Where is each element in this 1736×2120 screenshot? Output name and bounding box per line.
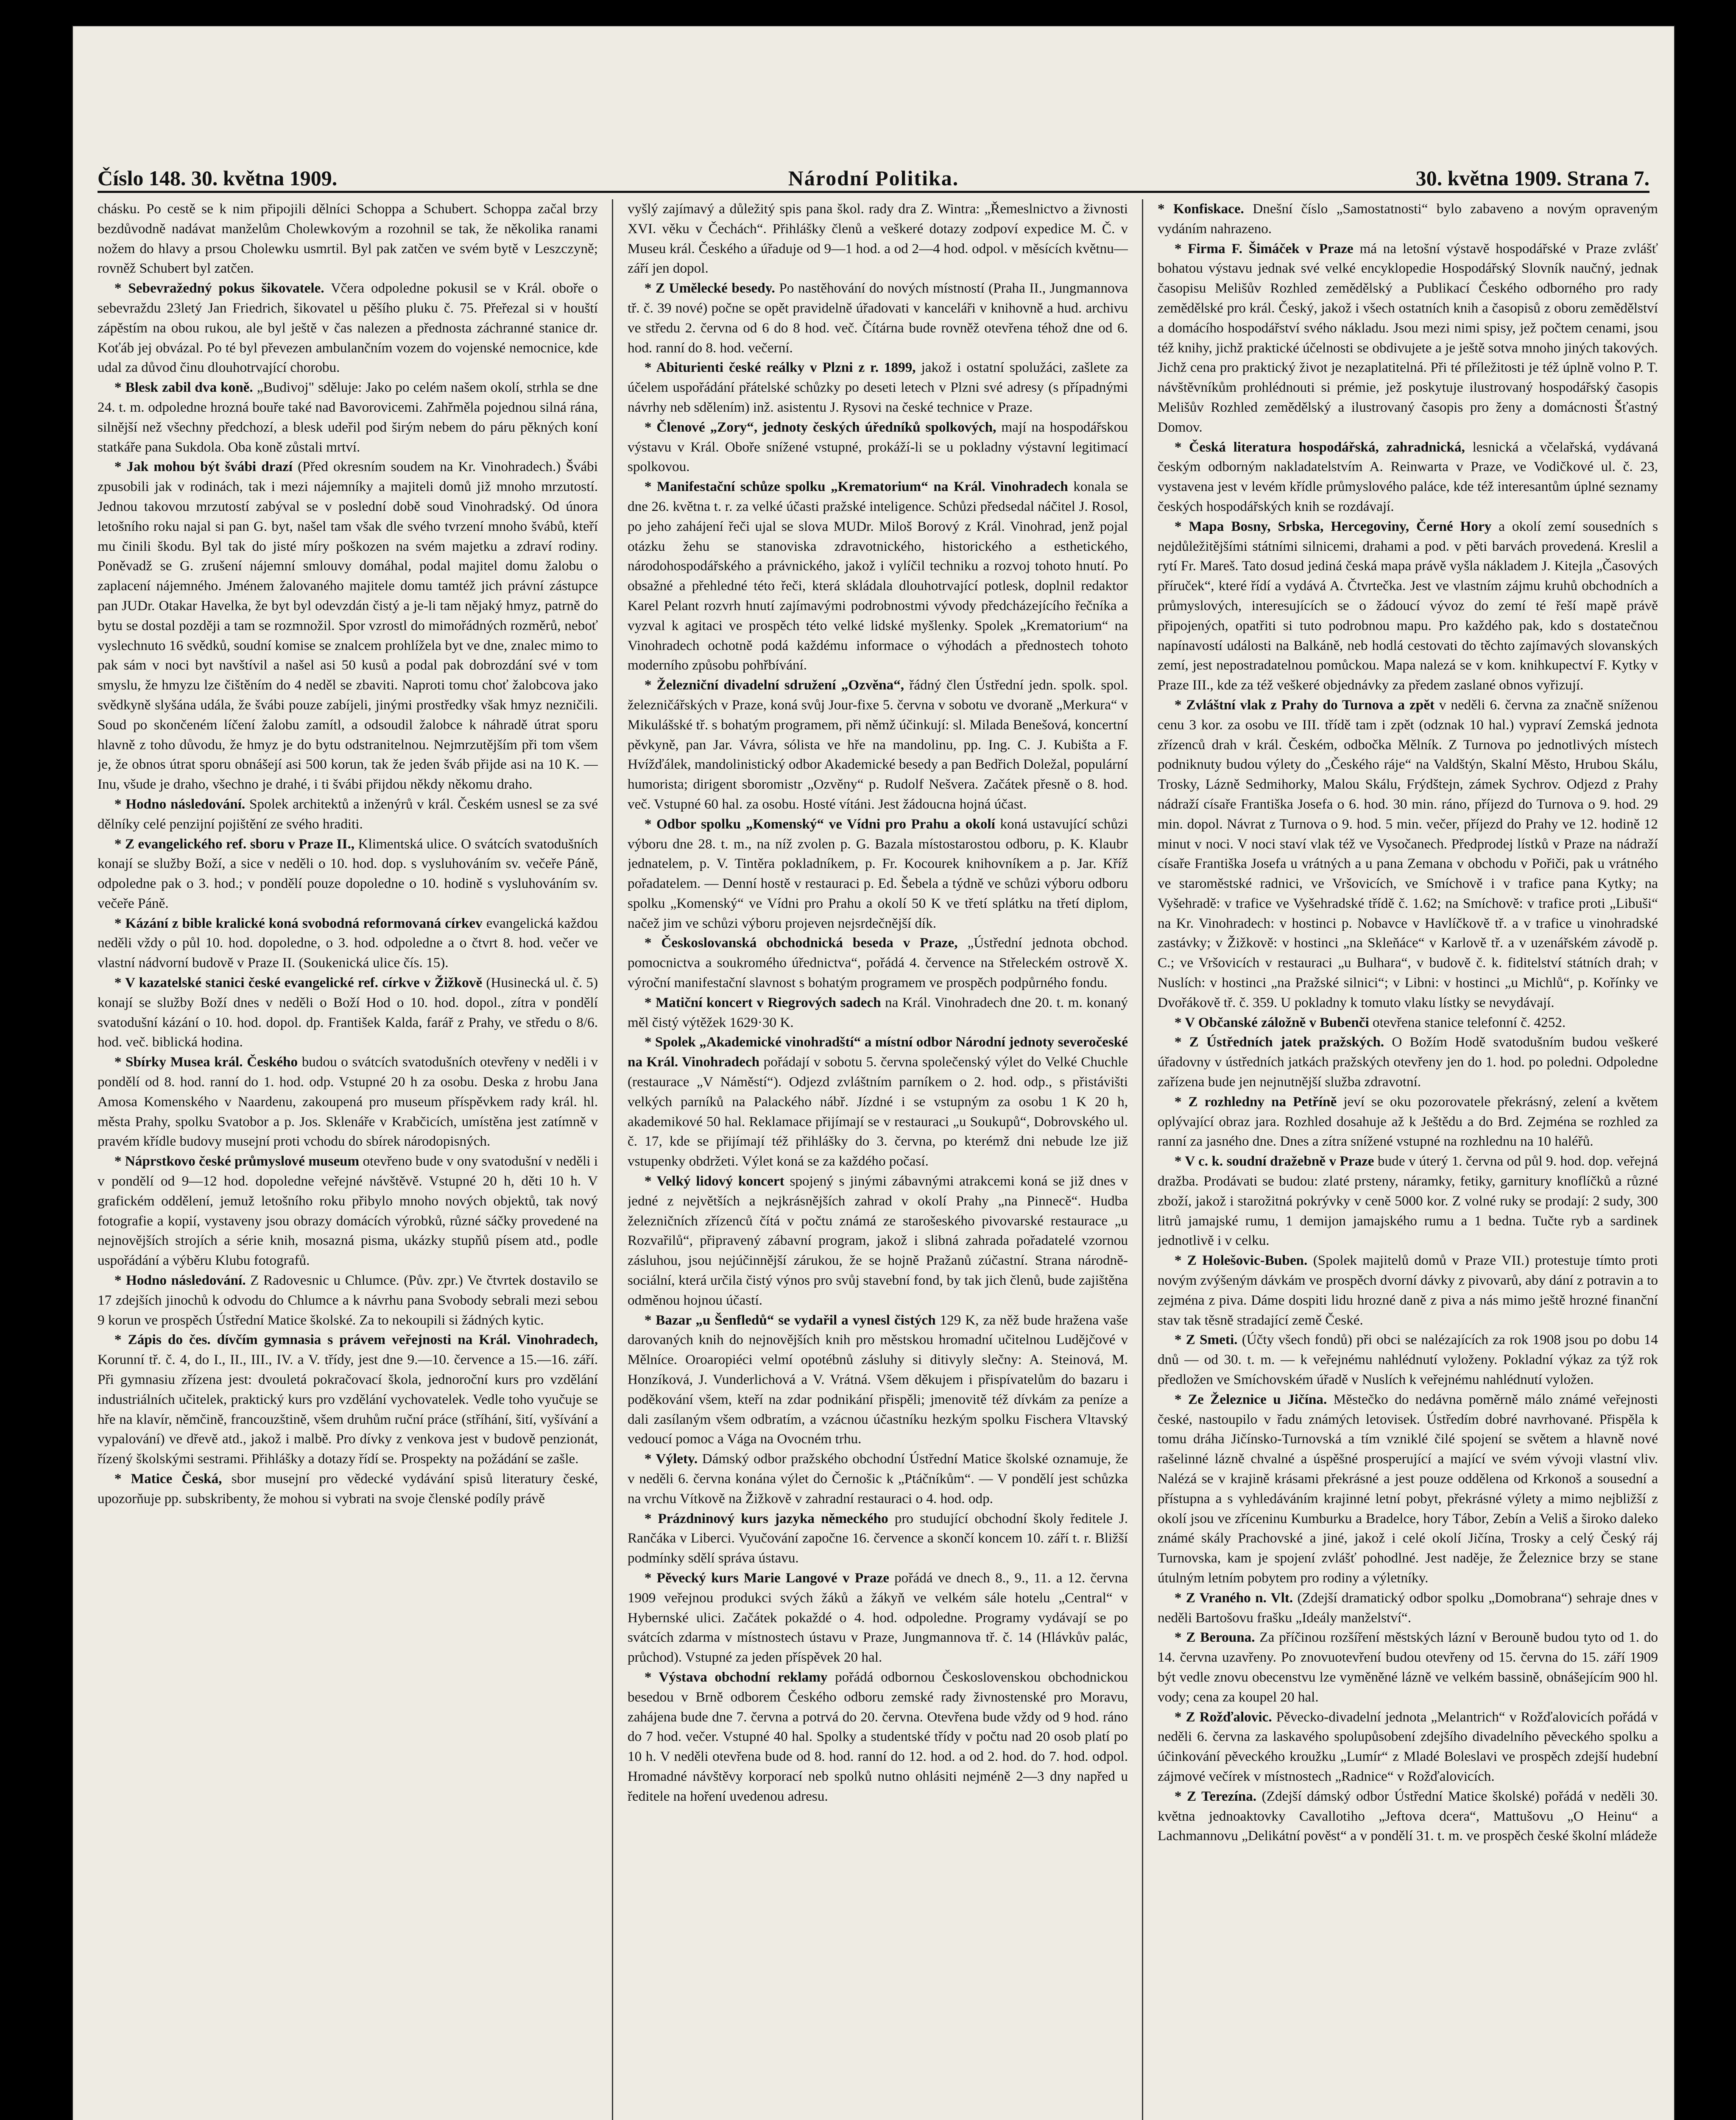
news-item-headline: * Kázání z bible kralické koná svobodná reformovaná církev [114,915,483,931]
news-item-body: O Božím Hodě svatodušním budou veškeré úřadovny v ústředních jatkách pražských otevřeny jen do 1. hod. po poledni. Odpoledne zařízena bude jen nejnutnější služba zdravotní. [1158,1034,1658,1090]
news-item [98,914,598,973]
news-item-body: řádný člen Ústřední jedn. spolk. spol. železničářských v Praze, koná svůj Jour-fixe 5. června v sobotu ve dvoraně „Merkura“ v Mikulášské tř. s bohatým programem, při němž účinkují: sl. Milada Benešová, koncertní pěvkyně, pan Jar. Vávra, sólista ve hře na mandolinu, pp. Ing. C. J. Kubišta a F. Hvížďálek, mandolinistický odbor Akademické besedy a pan Bedřich Doležal, populární humorista; dirigent sboromistr „Ozvěny“ p. Rudolf Nešvera. Začátek přesně o 8. hod. več. Vstupné 60 hal. za osobu. Hosté vítáni. Jest žádoucna hojná účast. [628,677,1128,812]
news-item-headline: * Sbírky Musea král. Českého [114,1054,298,1070]
news-item-headline: * Z rozhledny na Petříně [1174,1093,1337,1110]
news-item-body: jeví se oku pozorovatele překrásný, zelení a květem oplývající obraz jara. Rozhled dosahuje až k Ještědu a do Brd. Zejména se rozhled za ranní za jasného dne. Dnes a zítra snížené vstupné na rozhlednu na 10 haléřů. [1158,1093,1658,1149]
news-item-headline: * Velký lidový koncert [644,1173,784,1189]
news-item-headline: * Zápis do čes. dívčím gymnasia s právem veřejnosti na Král. Vinohradech, [114,1332,598,1348]
news-item [98,279,598,378]
news-item [98,795,598,834]
news-item-headline: * Firma F. Šimáček v Praze [1174,240,1354,257]
news-item-body: spojený s jinými zábavnými atrakcemi koná se již dnes v jedné z největších a nejkrásnějších zahrad v okolí Prahy „na Pinnecě“. Hudba železničních zřízenců čítá v počtu známá ze starošeského pivovarské restaurace „u Rozvařilů“, připravený zábavní program, jakož i slibná zahrada pořadatelé vzornou zásluhou, jsou nejúčinnější zárukou, že se hojně Pražanů zúčastní. Strana národně-sociální, která určila čistý výnos pro svůj stavební fond, by tak jich členů, bude zajištěna odměnou hojnou účastí. [628,1173,1128,1308]
news-item [628,418,1128,477]
news-item-body: otevřeno bude v ony svatodušní v neděli i v pondělí od 9—12 hod. dopoledne veřejné návštěvě. Vstupné 20 h, děti 10 h. V grafickém oddělení, jemuž letošního roku přibylo mnoho nových objektů, tak nový fotografie a kopií, vystaveny jsou obrazy domácích výrobků, různé sáčky provedené na nejnovějších strojích a série knih, mosazná pisma, ukázky stupňů písem atd., podle uspořádání a výběru Klubu fotografů. [98,1153,598,1269]
news-item-body: otevřena stanice telefonní č. 4252. [1372,1014,1566,1030]
news-item [628,675,1128,815]
news-item-body: v neděli 6. června za značně sníženou cenu 3 kor. za osobu ve III. třídě tam i zpět (odznak 10 hal.) vypraví Zemská jednota zřízenců drah v král. Českém, odbočka Mělník. Z Turnova po jednotlivých místech podniknuty budou výlety do „Českého ráje“ na Valdštýn, Skalní Město, Hrubou Skálu, Trosky, Lázně Sedmihorky, Malou Skálu, Frýdštejn, zámek Sychrov. Odjezd z Prahy nádraží císaře Františka Josefa o 6. hod. 30 min. ráno, příjezd do Turnova o 9. hod. 29 min. dopol. Návrat z Turnova o 9. hod. 5 min. večer, příjezd do Prahy ve 12. hodině 12 minut v noci. V noci staví vlak též ve Vysočanech. Předprodej lístků v Praze na nádraží císaře Františka Josefa u vrátných a u pana Zemana v obchodu v Pořiči, pak u vrátného ve staroměstské radnici, ve Vršovicích, ve Smíchově i v trafice pana Kytky; na Vyšehradě: v trafice ve Vyšehradské třídě č. 1.62; na Smíchově: v trafice proti „Libuši“ na Kr. Vinohradech: v hostinci p. Nobavce v Havlíčkově tř. a v trafice u vinohradské zastávky; v Žižkově: v hostinci „na Skleňáce“ v Karlově tř. a v uzenářském závodě p. C.; ve Vršovicích v restauraci „u Bulhara“, v budově č. k. fiditelství státních drah; v Nuslích: v hostinci „na Pražské silnici“; v Libni: v hostinci „u Michlů“, p. Kořínky ve Dvořákově tř. č. 359. U pokladny k tomuto vlaku lístky se nevydávají. [1158,697,1658,1010]
news-item [628,1311,1128,1450]
news-item-headline: * Z Vraného n. Vlt. [1174,1590,1293,1606]
news-item-headline: * Zvláštní vlak z Prahy do Turnova a zpět [1174,697,1435,713]
news-item [1158,1628,1658,1707]
news-item-body: Pěvecko-divadelní jednota „Melantrich“ v Rožďalovicích pořádá v neděli 6. června za laskavého spolupůsobení zdejšího divadelního pěveckého spolku a účinkování pěveckého kroužku „Lumír“ z Mladé Boleslavi ve prospěch zdejší hudební zájmové večírek v místnostech „Radnice“ v Rožďalovicích. [1158,1709,1658,1784]
news-item [628,993,1128,1033]
column-divider [1142,199,1143,2120]
news-item-headline: * V Občanské záložně v Bubenči [1174,1014,1369,1030]
news-item [1158,1787,1658,1846]
news-item-headline: * Manifestační schůze spolku „Krematorium“ na Král. Vinohradech [644,479,1068,495]
news-item-body: Dnešní číslo „Samostatnosti“ bylo zabaveno a novým opraveným vydáním nahrazeno. [1158,201,1658,237]
news-item-body: (Husinecká ul. č. 5) konají se služby Boží dnes v neděli o Boží Hod o 10. hod. dopol., zítra v pondělí svatodušní kázání o 10. hod. dopol. dp. František Kalda, farář z Prahy, ve středu o 8/6. hod. več. biblická hodina. [98,975,598,1050]
news-item-headline: * Z Holešovic-Buben. [1174,1252,1308,1269]
news-item-headline: * Členové „Zory“, jednoty českých úředníků spolkových, [644,419,996,435]
news-item [98,1052,598,1152]
news-item-body: vyšlý zajímavý a důležitý spis pana škol. rady dra Z. Wintra: „Řemeslnictvo a živnosti XVI. věku v Čechách“. Přihlášky členů a veškeré dotazy zodpoví expedice M. Č. v Museu král. Českého a úřaduje od 9—1 hod. a od 2—4 hod. odpol. v měsících květnu—září jen dopol. [628,201,1128,276]
news-item-body: Klimentská ulice. O svátcích svatodušních konají se služby Boží, a sice v neděli o 10. hod. dop. s vysluhováním sv. večeře Páně, odpoledne pak o 3. hod.; v pondělí pouze dopoledne o 10. hodině s vysluhováním sv. večeře Páně. [98,836,598,911]
news-item-body: (Před okresním soudem na Kr. Vinohradech.) Švábi zpusobili jak v rodinách, tak i mezi nájemníky a majiteli domů již mnoho mrzutostí. Jednou takovou mrzutostí zabýval se v poslední době soud Vinohradský. Od února letošního roku najal si pan G. byt, našel tam však dle svého tvrzení mnoho švábů, kteří mu činili škodu. Byl tak do jisté míry poškozen na svém majetku a zdraví rodiny. Poněvadž se G. zrušení nájemní smlouvy domáhal, podal majitel domu žalobu o zaplacení nájemného. Jménem žalovaného majitele domu tamtéž jich právní zástupce pan JUDr. Otakar Havelka, že byt byl odevzdán čistý a je-li tam nějaký hmyz, patrně do bytu se dostal později a tam se rozmnožil. Spor vzrostl do mimořádných rozměrů, neboť vyslechnuto 16 svědků, soudní komise se znalcem prohlížela byt ve dne, znalec mimo to pak sám v noci byt navštívil a našel asi 50 kusů a podal pak dobrozdání své v tom smyslu, že hmyzu lze čištěním do 4 neděl se zbaviti. Naproti tomu choť žalobcova jako svědkyně slyšána udála, že švábi pouze zabíjeli, jinými prostředky však hmyz nezničili. Soud po skončeném líčení žalobu zamítl, a odsoudil žalobce k náhradě útrat sporu hlavně z toho důvodu, že hmyz je do bytu odstranitelnou. Nejmrzutějším při tom všem je, že obnos útrat sporu obnášejí asi 500 korun, tak že jeden šváb přijde asi na 10 K. — Inu, všude je draho, všechno je drahé, i ti švábi přijdou někdy někomu draho. [98,459,598,792]
news-item [1158,438,1658,517]
newspaper-title: Národní Politika. [788,166,959,190]
news-item [628,1172,1128,1311]
news-item [98,199,598,279]
column-1 [98,199,598,2120]
news-item-headline: * Blesk zabil dva koně. [114,379,253,396]
article-columns [98,199,1658,2120]
news-item [1158,517,1658,695]
news-item-body: konala se dne 26. května t. r. za velké účasti pražské inteligence. Schůzi předsedal náčitel J. Rosol, po jeho zahájení řeči ujal se slova MUDr. Miloš Borový z Král. Vinohrad, jenž pojal otázku žehu se stanoviska zdravotnického, historického a esthetického, národohospodářského a právnického, jakož i vylíčil techniku a rozvoj tohoto hnutí. Po obsažné a přehledné této řeči, která skládala dlouhotrvající potlesk, doplnil redaktor Karel Pelant rozvrh hnutí zajímavými podrobnostmi vývody předcházejícího řečníka a vyzval k agitaci ve prospěch této velké lidské myšlenky. Spolek „Krematorium“ na Vinohradech ochotně podá každému informace o výhodách a přednostech tohoto moderního způsobu pohřbívání. [628,479,1128,673]
news-item-body: Městečko do nedávna poměrně málo známé veřejnosti české, nastoupilo v řadu známých letovisek. Ústředím dobré navrhované. Přispěla k tomu dráha Jičínsko-Turnovská a tím vzniklé čilé spojení se světem a hlavně nové rašelinné lázně chvalné a úspěšné prosperující a mající ve svém vývoji vlastní vliv. Nalézá se v krajině krásami překrásné a jest pouze oddělena od Krkonoš a sousední a přístupna a s vyhledáváním krajinné letní pobyt, překrásné výlety a mimo nejbližší z okolí jsou ve zříceninu Kumburku a Bradelce, hory Tábor, Zebín a Veliš a široko daleko známé skály Prachovské a jiné, jakož i celé okolí Jičína, Trosky a celý Český ráj Turnovska, kam je spojení zvlášť pohodlné. Jest naděje, že Železnice brzy se stane útulným letním pobytem pro rodiny a výletníky. [1158,1391,1658,1586]
news-item-headline: * Hodno následování. [114,796,246,812]
news-item-body: Dámský odbor pražského obchodní Ústřední Matice školské oznamuje, že v neděli 6. června konána výlet do Černošic k „Ptáčníkům“. — V pondělí jest schůzka na vrchu Vítkově na Žižkově v zahradní restauraci o 4. hod. odp. [628,1451,1128,1506]
news-item [1158,1032,1658,1092]
news-item-body: pořádá ve dnech 8., 9., 11. a 12. června 1909 veřejnou produkci svých žáků a žákyň ve velkém sále hotelu „Central“ v Hybernské ulici. Začátek pokaždé o 4. hod. odpoledne. Programy vydávají se po svátcích zdarma v místnostech ústavu v Praze, Jungmannova tř. č. 14 (Hlávkův palác, průchod). Vstupné za jeden příspěvek 20 hal. [628,1570,1128,1665]
news-item-body: „Ústřední jednota obchod. pomocnictva a soukromého úřednictva“, pořádá 4. července na Střeleckém ostrově X. výroční manifestační slavnost s bohatým programem ve prospěch podpůrného fondu. [628,935,1128,991]
news-item-headline: * Z evangelického ref. sboru v Praze II., [114,836,355,852]
news-item [98,973,598,1052]
news-item-body: sbor musejní pro vědecké vydávání spisů literatury české, upozorňuje pp. subskribenty, že mohou si vybrati na svoje členské podíly právě [98,1471,598,1506]
news-item [98,457,598,795]
news-item-body: a okolí zemí sousedních s nejdůležitějšími státními silnicemi, drahami a pod. v pěti barvách provedená. Kreslil a rytí Fr. Mareš. Tato dosud jediná česká mapa právě vyšla nákladem J. Kitejla „Časových příruček“, které řídí a vydává A. Čtvrtečka. Jest ve vlastním zájmu kruhů obchodních a průmyslových, interesujících se o žádoucí vývoz do zemí té řeší mapě právě připojených, opatřiti si tuto podrobnou mapu. Pro každého pak, kdo s dostatečnou napínavostí události na Balkáně, neb hodlá cestovati do těchto zajímavých slovanských zemí, jest nepostradatelnou pomůckou. Mapa nalezá se v kom. knihkupectví F. Kytky v Praze III., kde za též veškeré objednávky za předem zaslané obnos vyřizují. [1158,518,1658,693]
news-item-body: lesnická a včelařská, vydávaná českým odborným nakladatelstvím A. Reinwarta v Praze, ve Vodičkové ul. č. 23, vystavena jest v levém křídle průmyslového paláce, kde též interesantům úplné seznamy českých hospodářských knih se rozdávají. [1158,439,1658,514]
news-item [98,1152,598,1271]
news-item-headline: * V c. k. soudní dražebně v Praze [1174,1153,1374,1169]
news-item-body: „Budivoj" sděluje: Jako po celém našem okolí, strhla se dne 24. t. m. odpoledne hrozná bouře také nad Bavorovicemi. Zahřměla pojednou silná rána, silnější než všechny předchozí, a blesk udeřil pod širým nebem do páru pěkných koní statkáře pana Sukdola. Oba koně zůstali mrtví. [98,379,598,455]
news-item-headline: * Z Berouna. [1174,1629,1255,1646]
news-item [628,199,1128,279]
column-3 [1158,199,1658,2120]
news-item-headline: * Sebevražedný pokus šikovatele. [114,280,324,296]
news-item-body: chásku. Po cestě se k nim připojili dělníci Schoppa a Schubert. Schoppa začal brzy bezdůvodně nadávat manželům Cholewkovým a rozohnil se tak, že několika ranami nožem do hlavy a prsou Cholewku usmrtil. Byl pak zatčen ve svém bytě v Leszczyně; rovněž Schubert byl zatčen. [98,201,598,276]
news-item-body: (Zdejší dramatický odbor spolku „Domobrana“) sehraje dnes v neděli Bartošovu frašku „Ideály manželství“. [1158,1590,1658,1626]
column-divider [612,199,613,2120]
news-item [628,815,1128,934]
news-item-body: (Zdejší dámský odbor Ústřední Matice školské) pořádá v neděli 30. května jednoaktovky Cavallotiho „Jeftova dcera“, Mattušovu „O Heinu“ a Lachmannovu „Delikátní pověst“ a v pondělí 31. t. m. ve prospěch české školní mládeže [1158,1788,1658,1844]
news-item [1158,1251,1658,1330]
news-item-body: evangelická každou neděli vždy o půl 10. hod. dopoledne, o 3. hod. odpoledne a o čtvrt 8. hod. večer ve vlastní nádvorní budově v Praze II. (Soukenická ulice čís. 15). [98,915,598,971]
news-item-body: má na letošní výstavě hospodářské v Praze zvlášť bohatou výstavu jednak své velké encyklopedie Hospodářský Slovník naučný, jednak časopisu Melišův Rozhled zemědělský a Publikací Českého odborného pro rady zemědělské pro král. Český, jakož i všech ostatních knih a časopisů z oboru zemědělství a domácího hospodářství svého nákladu. Jsou mezi nimi spisy, jež počtem cenami, jsou též knihy, jichž praktické účelnosti se obdivujete a je ještě sotva mnoho jiných takových. Jichž cena pro praktický život je nezaplatitelná. Při té příležitosti je též úplně volno P. T. návštěvníkům prohlédnouti si prémie, jež poskytuje ilustrovaný hospodářský časopis Melišův Rozhled zemědělský a ilustrovaný časopis pro ženy a domácnosti Šťastný Domov. [1158,240,1658,435]
news-item-body: Spolek architektů a inženýrů v král. Českém usnesl se za své dělníky celé penzijní pojištění ze svého hraditi. [98,796,598,832]
news-item [98,1271,598,1330]
page-header [98,165,1649,193]
news-item-body: bude v úterý 1. června od půl 9. hod. dop. veřejná dražba. Prodávati se budou: zlaté prsteny, náramky, fetiky, garnitury knoflíčků a různé zboží, jakož i starožitná pokrývky v ceně 5000 kor. Z volné ruky se prodají: 2 sudy, 300 litrů jamajské rumu, 1 demijon jamajského rumu a 1 bedna. Tučte ryb a sardinek jednotlivě i v celku. [1158,1153,1658,1249]
news-item-body: pořádají v sobotu 5. června společenský výlet do Velké Chuchle (restaurace „V Náměstí“). Odjezd zvláštním parníkem o 2. hod. odp., s přistávišti velkých parníků na Palackého nábř. Jízdné i se vstupným za osobu 1 K 20 h, akademikové 50 hal. Reklamace přijímají se v restauraci „u Soukupů“, Dobrovského ul. č. 17, kde se přijímají též přihlášky do 3. června, po kterémž dni nebude lze již vstupenky obdržeti. Výlet koná se za každého počasí. [628,1054,1128,1169]
news-item-body: na Král. Vinohradech dne 20. t. m. konaný měl čistý výtěžek 1629·30 K. [628,994,1128,1030]
news-item [628,1449,1128,1509]
issue-number-date: Číslo 148. 30. května 1909. [98,166,338,190]
news-item-headline: * Odbor spolku „Komenský“ ve Vídni pro Prahu a okolí [644,816,995,832]
news-item-headline: * Výlety. [644,1451,698,1467]
news-item-body: (Účty všech fondů) při obci se nalézajících za rok 1908 jsou po dobu 14 dnů — od 30. t. m. — k veřejnému nahlédnutí vyloženy. Pokladní výkaz za týž rok předložen ve Smíchovském úřadě v Nuslích k veřejnému nahlédnutí vyložen. [1158,1332,1658,1388]
news-item-headline: * Z Umělecké besedy. [644,280,775,296]
column-2 [628,199,1128,2120]
news-item [1158,1707,1658,1787]
news-item-headline: * Hodno následování. [114,1272,246,1289]
news-item-headline: * Matiční koncert v Riegrových sadech [644,994,881,1010]
news-item [1158,1588,1658,1628]
news-item-body: 129 K, za něž bude hražena vaše darovaných knih do nejnovějších knih pro městskou hromadní učitelnou Ludějčové v Mělníce. Oroaropiéci velmí opotébnů zásluhy si ditivyly slečny: A. Steinová, M. Honzíková, J. Vunderlichová a V. Vrátná. Všem děkujem i přispívatelům do bazaru i poděkování všem, kteří na zdar podnikání přispěli; jmenovitě též dívkám za peníze a dali zasílaným všem odbratím, a vzácnou účastníku hezkým spolku Fischera Vltavský vedoucí pomoc a Vága na Ovocném trhu. [628,1312,1128,1447]
news-item-body: mají na hospodářskou výstavu v Král. Oboře snížené vstupné, prokáží-li se u pokladny výstavní legitimací spolkovou. [628,419,1128,475]
news-item-headline: * Mapa Bosny, Srbska, Hercegoviny, Černé Hory [1174,518,1492,534]
news-item-headline: * V kazatelské stanici české evangelické ref. církve v Žižkově [114,975,483,991]
news-item [1158,695,1658,1013]
news-item-headline: * Náprstkovo české průmyslové museum [114,1153,360,1169]
news-item [1158,239,1658,438]
news-item-body: Z Radovesnic u Chlumce. (Pův. zpr.) Ve čtvrtek dostavilo se 17 zdejších jinochů k odvodu do Chlumce a k návrhu pana Svobody sebrali mezi sebou 9 korun ve prospěch Ústřední Matice školské. Za to nekoupili si žádných kytic. [98,1272,598,1328]
news-item-body: pro studující obchodní školy ředitele J. Rančáka v Liberci. Vyučování započne 16. července a skončí koncem 10. září t. r. Bližší podmínky sdělí správa ústavu. [628,1510,1128,1566]
news-item-body: Včera odpoledne pokusil se v Král. oboře o sebevraždu 23letý Jan Friedrich, šikovatel u pěšího pluku č. 75. Přeřezal si v houští zápěstím na obou rukou, ale byl ještě v čas nalezen a přednosta záchranné stanice dr. Koťáb jej obvázal. Po té byl převezen ambulančním vozem do vojenské nemocnice, kde udal za důvod činu dlouhotrvající chorobu. [98,280,598,376]
news-item [98,378,598,457]
news-item-headline: * Železniční divadelní sdružení „Ozvěna“, [644,677,904,693]
news-item [98,1469,598,1509]
news-item-headline: * Výstava obchodní reklamy [644,1669,828,1685]
news-item [628,477,1128,675]
news-item-headline: * Česká literatura hospodářská, zahradnická, [1174,439,1465,455]
news-item [628,933,1128,993]
news-item [98,1330,598,1469]
news-item-headline: * Pěvecký kurs Marie Langové v Praze [644,1570,889,1586]
news-item-headline: * Prázdninový kurs jazyka německého [644,1510,888,1526]
news-item-body: Za příčinou rozšíření městských lázní v Berouně budou tyto od 1. do 14. června uzavřeny. Po znovuotevření budou otevřeny od 15. června do 15. září 1909 být vedle znovu obecenstvu lze vyměněné lázně ve velkém bassině, obnášejícím 900 hl. vody; cena za koupel 20 hal. [1158,1629,1658,1705]
news-item-headline: * Matice Česká, [114,1471,222,1487]
news-item-body: pořádá odbornou Československou obchodnickou besedou v Brně odborem Českého odboru zemské rady živnostenské pro Moravu, zahájena bude dne 7. června a potrvá do 20. června. Otevřena bude vždy od 9 hod. ráno do 7 hod. večer. Vstupné 40 hal. Spolky a studentské třídy v počtu nad 20 osob platí po 10 h. V neděli otevřena bude od 8. hod. ranní do 12. hod. a od 2. hod. do 7. hod. odpol. Hromadné návštěvy korporací neb spolků nutno ohlásiti nejméně 2—3 dny napřed u ředitele na hoření uvedenou adresu. [628,1669,1128,1804]
news-item [1158,1390,1658,1588]
news-item [1158,1330,1658,1389]
news-item-body: jakož i ostatní spolužáci, zašlete za účelem uspořádání přátelské schůzky po deseti letech v Plzni své adresy (s případnými návrhy neb sdělením) inž. asistentu J. Rysovi na české technice v Praze. [628,360,1128,415]
news-item-headline: * Ze Železnice u Jičína. [1174,1391,1327,1407]
news-item-body: Po nastěhování do nových místností (Praha II., Jungmannova tř. č. 39 nové) počne se opět pravidelně úřadovati v kanceláři v knihovně a hud. archivu ve středu 2. června od 6 do 8 hod. več. Čítárna bude rovněž otevřena téhož dne od 6. hod. ranní do 8. hod. večerní. [628,280,1128,356]
date-page-number: 30. května 1909. Strana 7. [1415,166,1649,190]
news-item-body: (Spolek majitelů domů v Praze VII.) protestuje tímto proti novým zvýšeným dávkám ve prospěch dvorní dávky z pivovarů, aby dání z potravin a to zejména z piva. Dáme dospiti lidu hrozné daně z piva a nás mimo ještě hrozné finanční stav tak těsně stradající země České. [1158,1252,1658,1328]
news-item-headline: * Abiturienti české reálky v Plzni z r. 1899, [644,360,916,376]
news-item-headline: * Bazar „u Šenfledů“ se vydařil a vynesl čistých [644,1312,936,1328]
news-item [1158,199,1658,239]
news-item [628,1032,1128,1172]
news-item-headline: * Z Terezína. [1174,1788,1257,1804]
news-item-headline: * Z Rožďalovic. [1174,1709,1272,1725]
news-item-body: koná ustavující schůzi výboru dne 28. t. m., na níž zvolen p. G. Bazala místostarostou odboru, p. K. Klaubr jednatelem, p. V. Tintěra pokladníkem, p. Fr. Kocourek knihovníkem a p. Jar. Kříž pořadatelem. — Denní hostě v restauraci p. Ed. Šebela a týdně ve schůzi výboru odboru spolku „Komenský“ ve Vídni pro Prahu a okolí 50 K ve třetí splátku na třetí diplom, načež jim ve schůzi výboru projeven nejsrdečnější dík. [628,816,1128,931]
news-item [98,834,598,914]
news-item-body: budou o svátcích svatodušních otevřeny v neděli i v pondělí od 8. hod. ranní do 1. hod. odp. Vstupné 20 h za osobu. Deska z hrobu Jana Amosa Komenského v Naardenu, zakoupená pro museum příspěvkem rady král. hl. města Prahy, spolku Svatobor a p. Jos. Sklenáře v Krabčicích, umístěna jest zatímně v pravém křídle budovy musejní proti vchodu do sbírek národopisných. [98,1054,598,1149]
news-item-body: Korunní tř. č. 4, do I., II., III., IV. a V. třídy, jest dne 9.—10. července a 15.—16. září. Při gymnasiu zřízena jest: dvouletá pokračovací škola, jednoroční kurs pro vzdělání industriálních učitelek, praktický kurs pro vzdělání vychovatelek. Vedle toho vyučuje se hře na klavír, němčině, francouzštině, všem druhům ruční práce (stříhání, šití, vyšívání a vypalování) ve dřevě atd., jakož i malbě. Pro dívky z venkova jest v budově penzionát, řízený školskými sestrami. Přihlášky a dotazy řídí se. Prospekty na požádání se zašle. [98,1352,598,1467]
news-item-headline: * Českoslovanská obchodnická beseda v Praze, [644,935,958,951]
news-item [1158,1152,1658,1251]
news-item [628,1509,1128,1568]
news-item [628,1568,1128,1668]
news-item-headline: * Z Ústředních jatek pražských. [1174,1034,1384,1050]
news-item-headline: * Spolek „Akademické vinohradští“ a místní odbor Národní jednoty severočeské na Král. Vinohradech [628,1034,1128,1070]
news-item [1158,1013,1658,1033]
news-item-headline: * Z Smeti. [1174,1332,1238,1348]
newspaper-page [72,25,1675,2120]
news-item [628,1668,1128,1807]
news-item-headline: * Jak mohou být švábi drazí [114,459,293,475]
news-item [628,279,1128,358]
news-item [628,358,1128,417]
news-item-headline: * Konfiskace. [1158,201,1244,217]
news-item [1158,1092,1658,1152]
